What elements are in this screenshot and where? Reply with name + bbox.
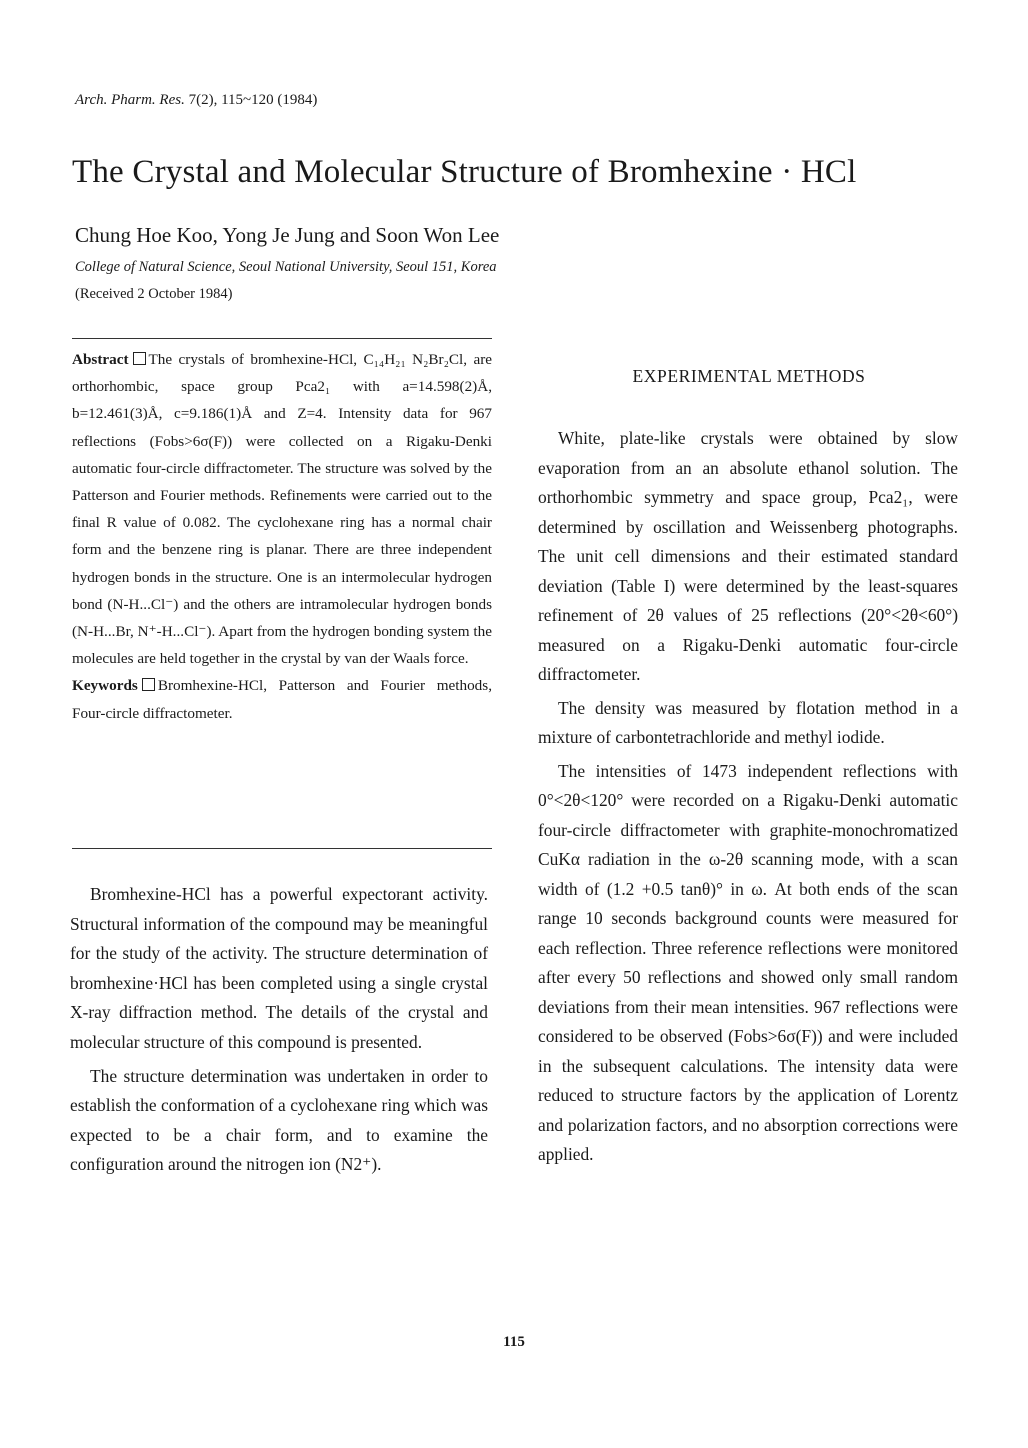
received-date: (Received 2 October 1984) bbox=[75, 286, 233, 302]
square-box-icon bbox=[133, 352, 146, 365]
affiliation: College of Natural Science, Seoul National University, Seoul 151, Korea bbox=[75, 259, 497, 275]
abstract-top-rule bbox=[72, 338, 492, 339]
authors: Chung Hoe Koo, Yong Je Jung and Soon Won Lee bbox=[75, 223, 500, 247]
citation bbox=[75, 92, 317, 109]
paper-title: The Crystal and Molecular Structure of Bromhexine · HCl bbox=[72, 154, 857, 190]
abstract-label: Abstract bbox=[72, 351, 129, 368]
keywords-label: Keywords bbox=[72, 677, 138, 695]
abstract-bottom-rule bbox=[72, 848, 492, 849]
experimental-paragraph-3: The intensities of 1473 independent reflections with 0°<2θ<120° were recorded on a Rigaku-Denki automatic four-circle diffractometer with graphite-monochromatized CuKα radiation in the ω-2θ scanning mode, with a scan width of (1.2 +0.5 tanθ)° in ω. At both ends of the scan range 10 seconds background counts were measured for each reflection. Three reference reflections were monitored after every 50 reflections and showed only small random deviations from their mean intensities. 967 reflections were considered to be observed (Fobs>6σ(F)) and were included in the subsequent calculations. The intensity data were reduced to structure factors by the application of Lorentz and polarization factors, and no absorption corrections were applied. bbox=[538, 760, 958, 1164]
experimental-paragraph-2: The density was measured by flotation method in a mixture of carbontetrachloride and methyl iodide. bbox=[538, 697, 958, 747]
abstract-paragraph bbox=[72, 346, 492, 672]
intro-paragraph-2: The structure determination was undertaken in order to establish the conformation of a cyclohexane ring which was expected to be a chair form, and to examine the configuration around the nitrogen ion (N2⁺). bbox=[70, 1065, 488, 1175]
abstract-block bbox=[72, 346, 492, 727]
keywords-text: Bromhexine-HCl, Patterson and Fourier methods, Four-circle diffractometer. bbox=[72, 677, 492, 722]
experimental-section bbox=[538, 424, 958, 1170]
abstract-text: The crystals of bromhexine-HCl, C₁₄H₂₁ N₂Br₂Cl, are orthorhombic, space group Pca2₁ with a=14.598(2)Å, b=12.461(3)Å, c=9.186(1)Å and Z=4. Intensity data for 967 reflections (Fobs>6σ(F)) were collected on a Rigaku-Denki automatic four-circle diffractometer. The structure was solved by the Patterson and Fourier methods. Refinements were carried out to the final R value of 0.082. The cyclohexane ring has a normal chair form and the benzene ring is planar. There are three independent hydrogen bonds in the structure. One is an intermolecular hydrogen bond (N-H...Cl⁻) and the others are intramolecular hydrogen bonds (N-H...Br, N⁺-H...Cl⁻). Apart from the hydrogen bonding system the molecules are held together in the crystal by van der Waals force. bbox=[72, 351, 492, 668]
intro-paragraph-1: Bromhexine-HCl has a powerful expectorant activity. Structural information of the compound may be meaningful for the study of the activity. The structure determination of bromhexine·HCl has been completed using a single crystal X-ray diffraction method. The details of the crystal and molecular structure of this compound is presented. bbox=[70, 884, 488, 1052]
section-heading-experimental: EXPERIMENTAL METHODS bbox=[632, 366, 866, 386]
page-number: 115 bbox=[503, 1334, 525, 1350]
volume-pages: 7(2), 115~120 (1984) bbox=[188, 92, 318, 108]
square-box-icon bbox=[142, 678, 155, 691]
journal-name: Arch. Pharm. Res. bbox=[75, 92, 185, 108]
keywords-paragraph bbox=[72, 672, 492, 726]
experimental-paragraph-1: White, plate-like crystals were obtained by slow evaporation from an an absolute ethanol solution. The orthorhombic symmetry and space group, Pca2₁, were determined by oscillation and Weissenberg photographs. The unit cell dimensions and their estimated standard deviation (Table I) were determined by the least-squares refinement of 2θ values of 25 reflections (20°<2θ<60°) measured on a Rigaku-Denki automatic four-circle diffractometer. bbox=[538, 428, 958, 684]
introduction bbox=[70, 880, 488, 1180]
